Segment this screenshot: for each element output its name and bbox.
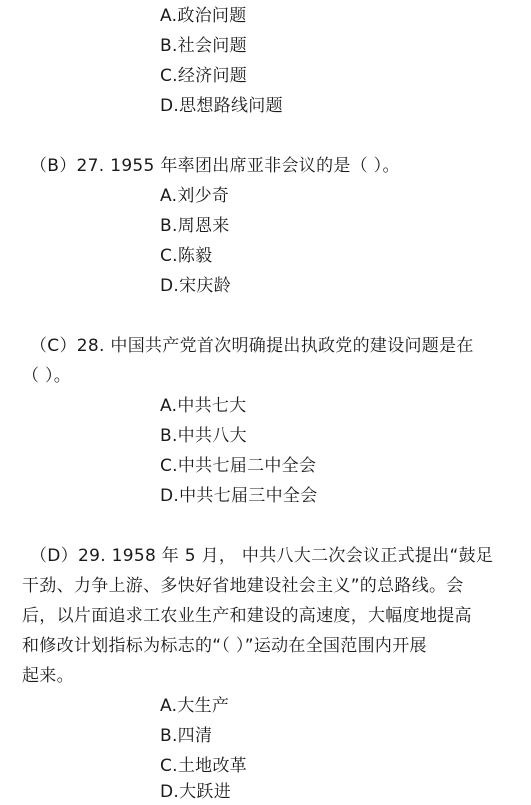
q26-option-b: B.社会问题 — [160, 36, 247, 56]
q29-option-b: B.四清 — [160, 726, 213, 746]
q28-option-d: D.中共七届三中全会 — [160, 486, 318, 506]
q28-option-c: C.中共七届二中全会 — [160, 456, 317, 476]
q29-stem-line-4: 和修改计划指标为标志的“（ ）”运动在全国范围内开展 — [22, 636, 427, 656]
q26-option-c: C.经济问题 — [160, 66, 248, 86]
q28-option-b: B.中共八大 — [160, 426, 247, 446]
q29-option-c: C.土地改革 — [160, 756, 248, 776]
q29-option-d: D.大跃进 — [160, 782, 231, 802]
q29-stem-line-3: 后，以片面追求工农业生产和建设的高速度，大幅度地提高 — [22, 606, 472, 626]
q28-option-a: A.中共七大 — [160, 396, 247, 416]
q27-stem: （B）27. 1955 年率团出席亚非会议的是（ ）。 — [30, 156, 400, 176]
q28-stem-line-2: （ ）。 — [22, 366, 72, 386]
q29-stem-line-2: 干劲、力争上游、多快好省地建设社会主义”的总路线。会 — [22, 576, 464, 596]
q26-option-d: D.思想路线问题 — [160, 96, 283, 116]
q29-stem-line-5: 起来。 — [22, 666, 74, 686]
q26-option-a: A.政治问题 — [160, 6, 247, 26]
q28-stem-line-1: （C）28. 中国共产党首次明确提出执政党的建设问题是在 — [30, 336, 474, 356]
q27-option-a: A.刘少奇 — [160, 186, 230, 206]
q27-option-b: B.周恩来 — [160, 216, 230, 236]
q29-stem-line-1: （D）29. 1958 年 5 月， 中共八大二次会议正式提出“鼓足 — [30, 546, 494, 566]
q29-option-a: A.大生产 — [160, 696, 230, 716]
q27-option-c: C.陈毅 — [160, 246, 213, 266]
q27-option-d: D.宋庆龄 — [160, 276, 231, 296]
